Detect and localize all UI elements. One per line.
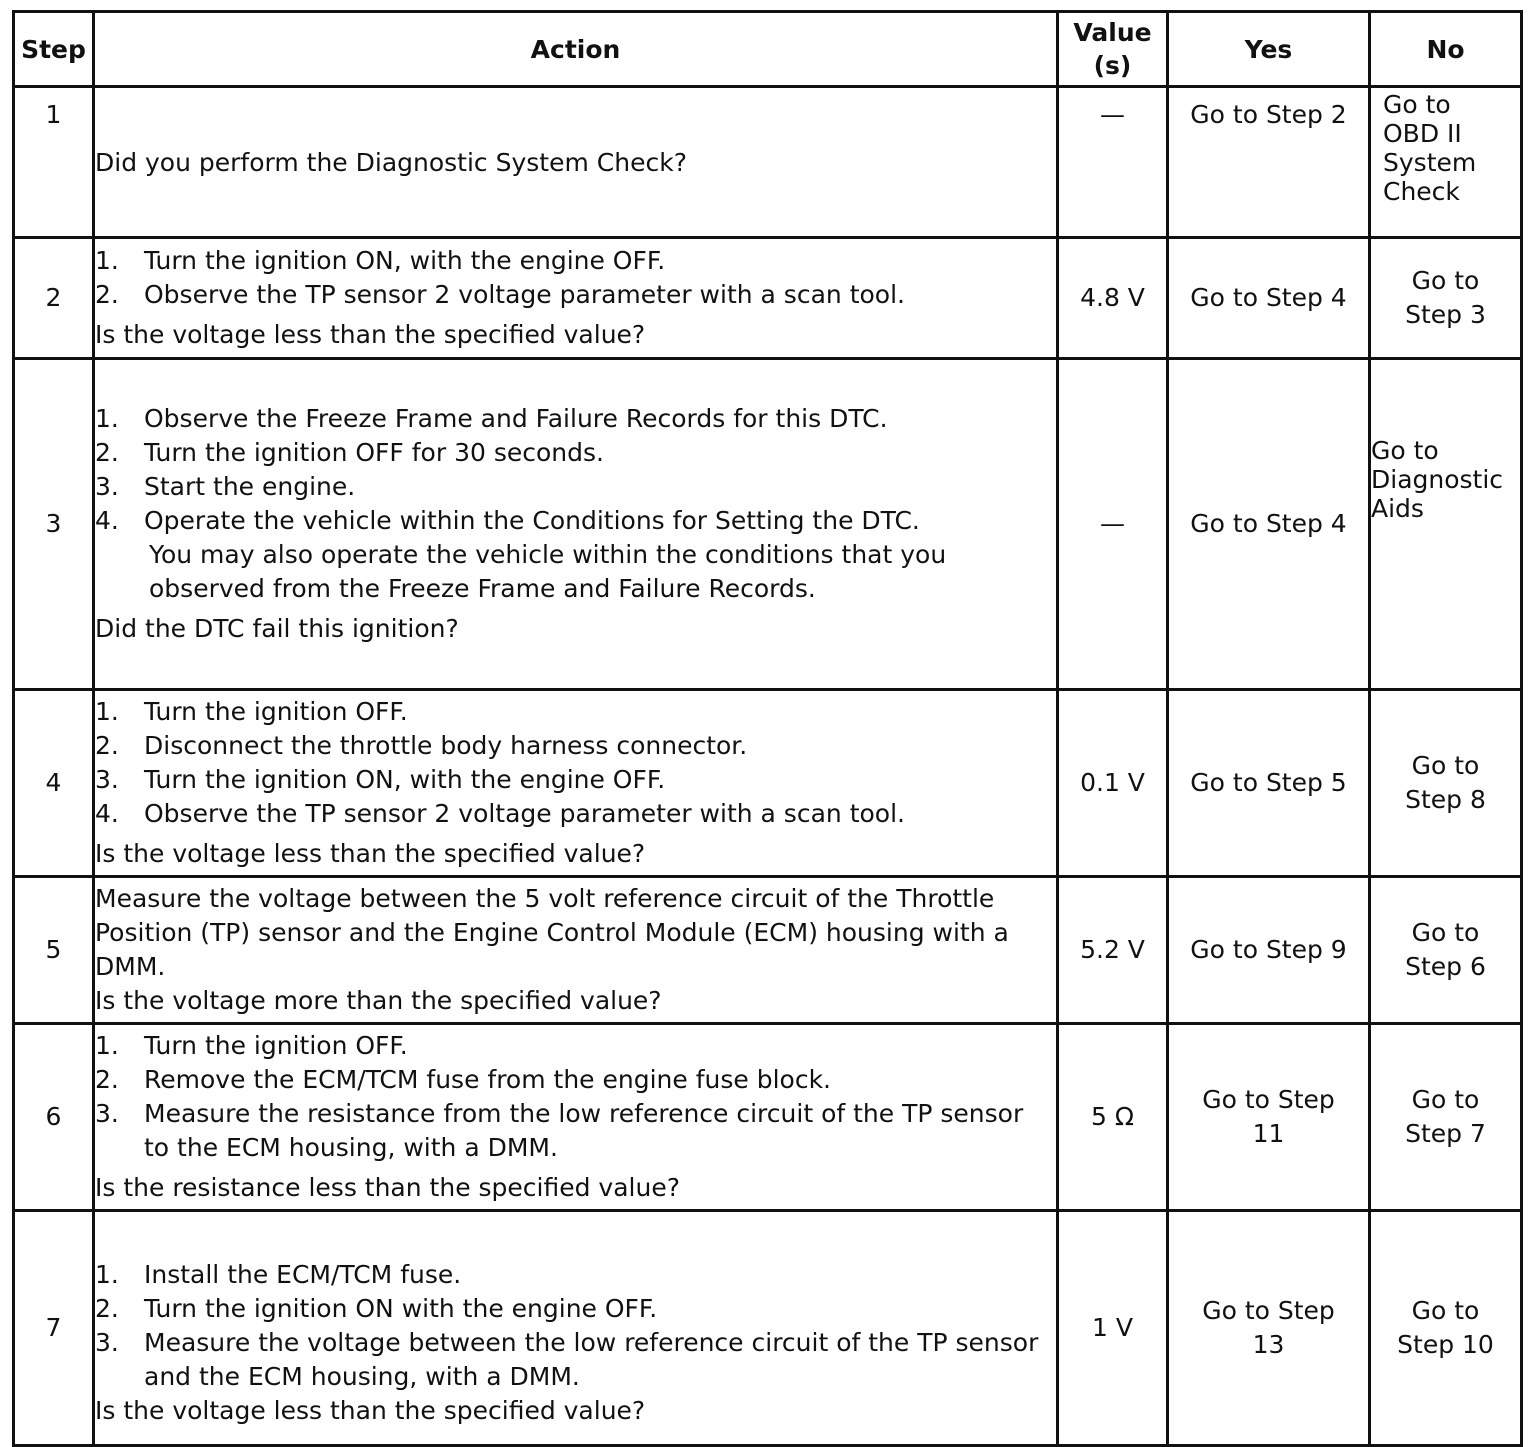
no-text: Go to Step 3 [1405, 266, 1486, 329]
item-number: 2. [95, 1065, 119, 1094]
list-item [95, 504, 1056, 606]
no-cell [1370, 690, 1522, 877]
step-number: 2 [14, 238, 94, 359]
item-continuation: You may also operate the vehicle within the conditions that you observed from the Freeze Frame and Failure Records. [149, 540, 947, 603]
item-text: Turn the ignition OFF. [144, 1031, 408, 1060]
item-number: 1. [95, 404, 119, 433]
item-text: Remove the ECM/TCM fuse from the engine fuse block. [144, 1065, 831, 1094]
yes-text: Go to Step 11 [1202, 1085, 1335, 1148]
value-cell: 4.8 V [1058, 238, 1168, 359]
value-cell: 0.1 V [1058, 690, 1168, 877]
header-no: No [1370, 12, 1522, 87]
item-number: 3. [95, 765, 119, 794]
list-item [95, 1326, 1056, 1394]
action-question: Is the resistance less than the specified value? [95, 1173, 680, 1202]
item-number: 4. [95, 799, 119, 828]
header-action: Action [94, 12, 1058, 87]
action-question: Is the voltage less than the specified value? [95, 1396, 646, 1425]
item-text: Turn the ignition OFF for 30 seconds. [144, 438, 604, 467]
yes-cell [1168, 1211, 1370, 1446]
list-item [95, 1258, 1056, 1292]
list-item [95, 1063, 1056, 1097]
action-cell [94, 877, 1058, 1024]
item-number: 2. [95, 1294, 119, 1323]
table-row [14, 359, 1522, 690]
list-item [95, 1097, 1056, 1165]
item-text: Turn the ignition ON, with the engine OFF. [144, 246, 666, 275]
action-text: Measure the voltage between the 5 volt reference circuit of the Throttle Position (TP) sensor and the Engine Control Module (ECM) housing with a DMM. [95, 884, 1009, 981]
item-number: 2. [95, 438, 119, 467]
item-text: Disconnect the throttle body harness connector. [144, 731, 748, 760]
list-item [95, 1029, 1056, 1063]
item-text: Observe the Freeze Frame and Failure Records for this DTC. [144, 404, 888, 433]
list-item [95, 797, 1056, 831]
no-cell [1370, 1211, 1522, 1446]
yes-cell: Go to Step 9 [1168, 877, 1370, 1024]
item-text: Observe the TP sensor 2 voltage parameter with a scan tool. [144, 799, 905, 828]
diagnostic-table [12, 10, 1523, 1447]
item-text: Turn the ignition ON with the engine OFF. [144, 1294, 658, 1323]
item-number: 1. [95, 1031, 119, 1060]
action-cell [94, 690, 1058, 877]
list-item [95, 695, 1056, 729]
value-cell: 5.2 V [1058, 877, 1168, 1024]
action-cell [94, 359, 1058, 690]
yes-cell: Go to Step 5 [1168, 690, 1370, 877]
action-cell [94, 1211, 1058, 1446]
item-text: Turn the ignition OFF. [144, 697, 408, 726]
no-text: Go to Diagnostic Aids [1371, 436, 1504, 523]
action-question: Is the voltage more than the specified value? [95, 986, 662, 1015]
item-text: Observe the TP sensor 2 voltage parameter with a scan tool. [144, 280, 905, 309]
list-item [95, 470, 1056, 504]
action-text: Did you perform the Diagnostic System Check? [95, 148, 687, 177]
item-number: 2. [95, 731, 119, 760]
step-number: 3 [14, 359, 94, 690]
item-text: Turn the ignition ON, with the engine OFF. [144, 765, 666, 794]
header-yes: Yes [1168, 12, 1370, 87]
action-question: Did the DTC fail this ignition? [95, 614, 459, 643]
list-item [95, 244, 1056, 278]
list-item [95, 1292, 1056, 1326]
action-question: Is the voltage less than the specified value? [95, 320, 646, 349]
header-row [14, 12, 1522, 87]
list-item [95, 278, 1056, 312]
item-number: 4. [95, 506, 119, 535]
yes-cell: Go to Step 4 [1168, 359, 1370, 690]
list-item [95, 402, 1056, 436]
no-cell [1370, 877, 1522, 1024]
item-number: 3. [95, 472, 119, 501]
step-number: 1 [14, 87, 94, 238]
step-number: 4 [14, 690, 94, 877]
item-text: Measure the voltage between the low reference circuit of the TP sensor and the ECM housing, with a DMM. [144, 1328, 1039, 1391]
step-number: 5 [14, 877, 94, 1024]
step-number: 7 [14, 1211, 94, 1446]
list-item [95, 763, 1056, 797]
value-cell: 1 V [1058, 1211, 1168, 1446]
header-value-label: Value (s) [1073, 18, 1152, 80]
step-number: 6 [14, 1024, 94, 1211]
no-text: Go to Step 10 [1397, 1296, 1494, 1359]
table-row [14, 690, 1522, 877]
item-text: Measure the resistance from the low reference circuit of the TP sensor to the ECM housing, with a DMM. [144, 1099, 1024, 1162]
no-cell [1370, 87, 1522, 238]
item-text: Install the ECM/TCM fuse. [144, 1260, 462, 1289]
yes-text: Go to Step 13 [1202, 1296, 1335, 1359]
item-number: 1. [95, 246, 119, 275]
item-number: 3. [95, 1099, 119, 1128]
item-number: 2. [95, 280, 119, 309]
list-item [95, 436, 1056, 470]
no-cell [1370, 1024, 1522, 1211]
yes-cell [1168, 1024, 1370, 1211]
table-row [14, 877, 1522, 1024]
no-cell [1370, 238, 1522, 359]
value-cell: — [1058, 359, 1168, 690]
no-text: Go to Step 6 [1405, 918, 1486, 981]
list-item [95, 729, 1056, 763]
table-row [14, 238, 1522, 359]
item-text: Operate the vehicle within the Conditions for Setting the DTC. [144, 506, 920, 535]
yes-cell: Go to Step 4 [1168, 238, 1370, 359]
table-row [14, 1024, 1522, 1211]
no-text: Go to Step 8 [1405, 751, 1486, 814]
action-cell [94, 87, 1058, 238]
item-number: 1. [95, 1260, 119, 1289]
item-text: Start the engine. [144, 472, 356, 501]
table-row [14, 87, 1522, 238]
table-row [14, 1211, 1522, 1446]
header-step: Step [14, 12, 94, 87]
header-value [1058, 12, 1168, 87]
action-question: Is the voltage less than the specified value? [95, 839, 646, 868]
action-cell [94, 1024, 1058, 1211]
yes-cell: Go to Step 2 [1168, 87, 1370, 238]
no-cell [1370, 359, 1522, 690]
action-cell [94, 238, 1058, 359]
value-cell: — [1058, 87, 1168, 238]
item-number: 3. [95, 1328, 119, 1357]
no-text: Go to Step 7 [1405, 1085, 1486, 1148]
value-cell: 5 Ω [1058, 1024, 1168, 1211]
no-text: Go to OBD II System Check [1383, 90, 1477, 206]
item-number: 1. [95, 697, 119, 726]
